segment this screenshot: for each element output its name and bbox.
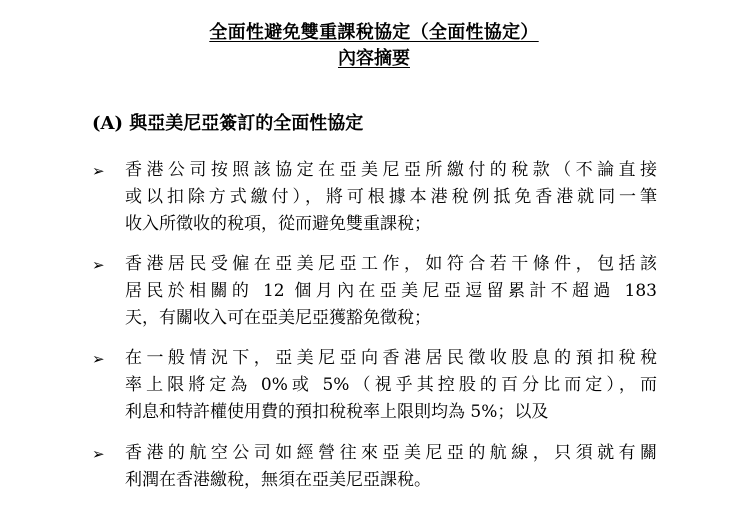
bullet-text <box>125 157 657 238</box>
section-heading: (A) 與亞美尼亞簽訂的全面性協定 <box>92 113 364 134</box>
bullet-text <box>125 345 657 426</box>
document-title: 全面性避免雙重課稅協定（全面性協定） <box>209 22 539 43</box>
bullet-text <box>125 440 657 494</box>
bullet-line: 在一般情況下，亞美尼亞向香港居民徵收股息的預扣稅稅 <box>125 348 657 368</box>
bullet-line: 居民於相關的 12 個月內在亞美尼亞逗留累計不超過 183 <box>125 281 657 301</box>
arrow-bullet-icon: ➢ <box>92 162 105 180</box>
bullet-line: 香港居民受僱在亞美尼亞工作，如符合若干條件，包括該 <box>125 254 657 274</box>
bullet-line: 利潤在香港繳稅，無須在亞美尼亞課稅。 <box>125 470 431 490</box>
bullet-line: 利息和特許權使用費的預扣稅稅率上限則均為 5%；以及 <box>125 402 549 422</box>
bullet-text <box>125 251 657 332</box>
bullet-line: 香港公司按照該協定在亞美尼亞所繳付的稅款（不論直接 <box>125 160 657 180</box>
bullet-line: 香港的航空公司如經營往來亞美尼亞的航線，只須就有關 <box>125 443 657 463</box>
document-subtitle: 內容摘要 <box>338 48 410 69</box>
bullet-line: 收入所徵收的稅項，從而避免雙重課稅； <box>125 214 431 234</box>
bullet-line: 率上限將定為 0%或 5%（視乎其控股的百分比而定），而 <box>125 375 657 395</box>
arrow-bullet-icon: ➢ <box>92 350 105 368</box>
arrow-bullet-icon: ➢ <box>92 445 105 463</box>
arrow-bullet-icon: ➢ <box>92 256 105 274</box>
bullet-line: 或以扣除方式繳付），將可根據本港稅例抵免香港就同一筆 <box>125 187 657 207</box>
bullet-line: 天，有關收入可在亞美尼亞獲豁免徵稅； <box>125 308 431 328</box>
